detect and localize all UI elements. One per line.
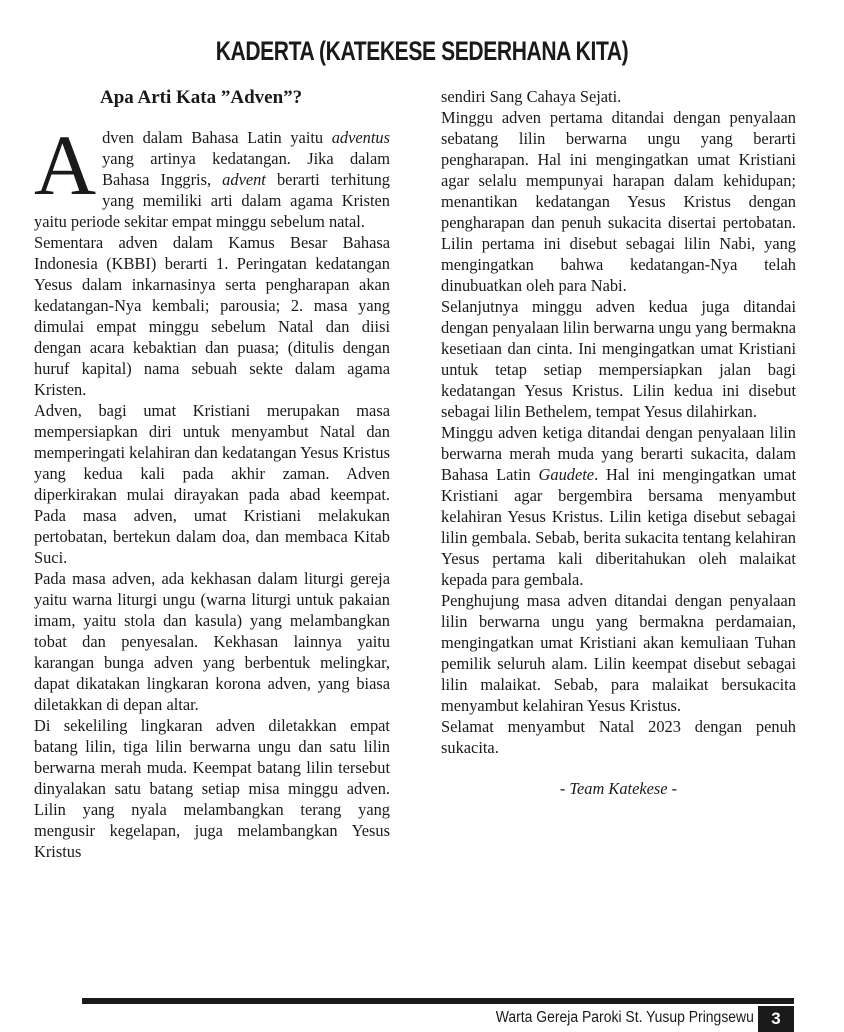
paragraph-first-week: Minggu adven pertama ditandai dengan penyalaan sebatang lilin berwarna ungu yang berarti pengharapan. Hal ini mengingatkan umat Kristiani agar selalu mempunyai harapan dalam kehidupan; menantikan kedatangan Yesus Kristus dengan pengharapan dan penuh sukacita disertai pertobatan. Lilin pertama ini disebut sebagai lilin Nabi, yang mengingatkan bahwa kedatangan-Nya telah dinubuatkan oleh para Nabi. — [441, 108, 796, 295]
paragraph-kbbi: Sementara adven dalam Kamus Besar Bahasa Indonesia (KBBI) berarti 1. Peringatan kedatangan Yesus dalam inkarnasinya serta pengharapan akan kedatangan-Nya kembali; parousia; 2. masa yang dimulai empat minggu sebelum Natal dan diisi dengan acara kebaktian dan puasa; (ditulis dengan huruf kapital) nama sebuah sekte dalam agama Kristen. — [34, 233, 390, 399]
paragraph-third-week-text-2: . Hal ini mengingatkan umat Kristiani agar bergembira bersama menyambut kelahiran Yesus Kristus. Lilin ketiga disebut sebagai lilin gembala. Sebab, berita sukacita tentang kelahiran Yesus pertama kali diberitahukan oleh malaikat kepada para gembala. — [441, 465, 796, 589]
paragraph-third-week-text-1: Minggu adven ketiga ditandai dengan penyalaan lilin berwarna merah muda yang berarti sukacita, dalam Bahasa Latin — [441, 423, 796, 484]
footer-rule — [82, 998, 794, 1004]
paragraph-intro-text-3: berarti terhitung yang memiliki arti dalam agama Kristen yaitu periode sekitar empat minggu sebelum natal. — [34, 170, 391, 231]
paragraph-second-week: Selanjutnya minggu adven kedua juga ditandai dengan penyalaan lilin berwarna ungu yang bermakna kesetiaan dan cinta. Ini mengingatkan umat Kristiani untuk tetap setiap mempersiapkan jalan bagi kedatangan Yesus Kristus. Lilin kedua ini disebut sebagai lilin Bethelem, tempat Yesus dilahirkan. — [441, 297, 796, 421]
page-number: 3 — [758, 1006, 794, 1032]
drop-cap: A — [34, 117, 97, 213]
english-term-advent: advent — [222, 170, 266, 189]
article-column-right — [441, 86, 796, 799]
paragraph-candles-continued: sendiri Sang Cahaya Sejati. — [441, 87, 622, 106]
paragraph-candles: Di sekeliling lingkaran adven diletakkan empat batang lilin, tiga lilin berwarna ungu dan satu lilin berwarna merah muda. Keempat batang lilin tersebut dinyalakan satu batang setiap misa minggu adven. Lilin yang nyala melambangkan terang yang mengusir kegelapan, juga melambangkan Yesus Kristus — [34, 716, 390, 861]
latin-term-adventus: adventus — [331, 128, 390, 147]
paragraph-third-week — [441, 422, 796, 590]
paragraph-intro-text-1: dven dalam Bahasa Latin yaitu — [102, 128, 332, 147]
article-heading: Apa Arti Kata ”Adven”? — [100, 87, 303, 108]
paragraph-intro-text-2: yang artinya kedatangan. Jika dalam Bahasa Inggris, — [102, 149, 390, 189]
author-signature: - Team Katekese - — [559, 779, 678, 798]
paragraph-liturgy: Pada masa adven, ada kekhasan dalam liturgi gereja yaitu warna liturgi ungu (warna liturgi untuk pakaian imam, yaitu stola dan kasula) yang melambangkan tobat dan penyesalan. Kekhasan lainnya yaitu karangan bunga adven yang berbentuk melingkar, dapat dikatakan lingkaran korona adven, yang biasa diletakkan di depan altar. — [34, 569, 390, 714]
latin-term-gaudete: Gaudete — [538, 465, 595, 484]
paragraph-fourth-week: Penghujung masa adven ditandai dengan penyalaan lilin berwarna ungu yang bermakna perdamaian, mengingatkan umat Kristiani akan kemuliaan Tuhan pemilik seluruh alam. Lilin keempat disebut sebagai lilin malaikat. Sebab, para malaikat bersukacita menyambut kelahiran Yesus Kristus. — [441, 591, 796, 715]
page-title: KADERTA (KATEKESE SEDERHANA KITA) — [215, 36, 629, 66]
paragraph-intro — [34, 117, 391, 232]
article-column-left — [34, 86, 390, 862]
paragraph-greeting: Selamat menyambut Natal 2023 dengan penuh sukacita. — [441, 717, 796, 757]
paragraph-meaning: Adven, bagi umat Kristiani merupakan masa mempersiapkan diri untuk menyambut Natal dan memperingati kelahiran dan kedatangan Yesus Kristus yang kedua kali pada akhir zaman. Adven diperkirakan mulai dirayakan pada abad keempat. Pada masa adven, umat Kristiani melakukan pertobatan, bertekun dalam doa, dan membaca Kitab Suci. — [34, 401, 390, 567]
footer-publication-name: Warta Gereja Paroki St. Yusup Pringsewu — [495, 1009, 754, 1026]
